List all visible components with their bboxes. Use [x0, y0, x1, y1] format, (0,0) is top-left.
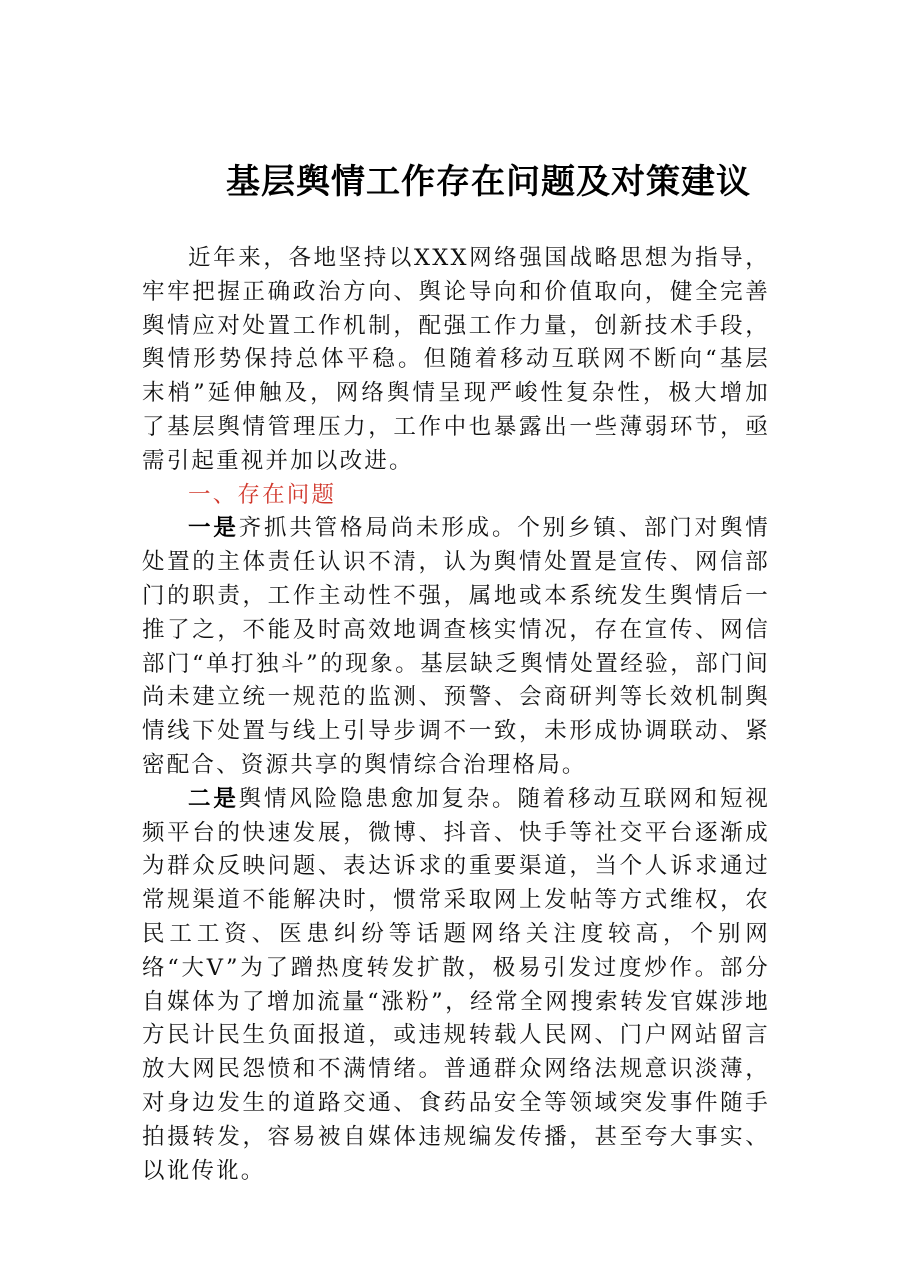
section-heading: 一、存在问题 [188, 481, 337, 508]
point-lead-1: 一是 [188, 515, 239, 542]
point-text-2: 舆情风险隐患愈加复杂。随着移动互联网和短视频平台的快速发展，微博、抖音、快手等社交平台逐渐成为群众反映问题、表达诉求的重要渠道，当个人诉求通过常规渠道不能解决时，惯常采取网上发帖等方式维权，农民工工资、医患纠纷等话题网络关注度较高，个别网络“大V”为了蹭热度转发扩散，极易引发过度炒作。部分自媒体为了增加流量“涨粉”，经常全网搜索转发官媒涉地方民计民生负面报道，或违规转载人民网、门户网站留言放大网民怨愤和不满情绪。普通群众网络法规意识淡薄，对身边发生的道路交通、食药品安全等领域突发事件随手拍摄转发，容易被自媒体违规编发传播，甚至夸大事实、以讹传讹。 [142, 785, 771, 1184]
point-lead-2: 二是 [188, 785, 239, 812]
point-paragraph-2 [142, 783, 770, 1189]
document-title: 基层舆情工作存在问题及对策建议 [226, 162, 751, 202]
point-text-1: 齐抓共管格局尚未形成。个别乡镇、部门对舆情处置的主体责任认识不清，认为舆情处置是宣传、网信部门的职责，工作主动性不强，属地或本系统发生舆情后一推了之，不能及时高效地调查核实情况，存在宣传、网信部门“单打独斗”的现象。基层缺乏舆情处置经验，部门间尚未建立统一规范的监测、预警、会商研判等长效机制舆情线下处置与线上引导步调不一致，未形成协调联动、紧密配合、资源共享的舆情综合治理格局。 [142, 515, 771, 778]
point-paragraph-1 [142, 512, 770, 782]
intro-paragraph: 近年来，各地坚持以XXX网络强国战略思想为指导，牢牢把握正确政治方向、舆论导向和价值取向，健全完善舆情应对处置工作机制，配强工作力量，创新技术手段，舆情形势保持总体平稳。但随着移动互联网不断向“基层末梢”延伸触及，网络舆情呈现严峻性复杂性，极大增加了基层舆情管理压力，工作中也暴露出一些薄弱环节，亟需引起重视并加以改进。 [142, 245, 770, 474]
document-body [142, 242, 770, 1188]
